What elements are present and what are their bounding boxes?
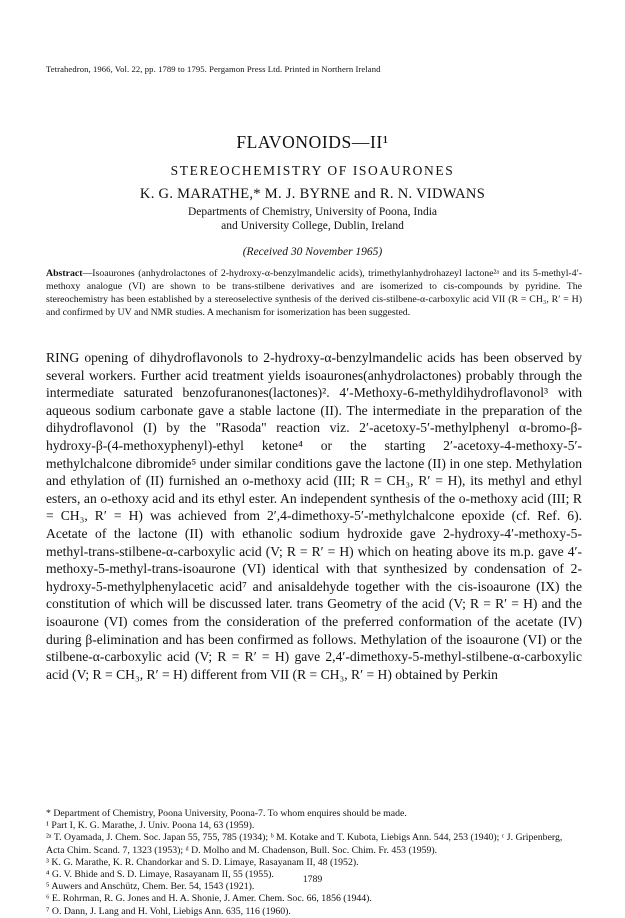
footnote: ⁵ Auwers and Anschütz, Chem. Ber. 54, 1543 (1921). <box>46 881 255 893</box>
body-paragraph: RING opening of dihydroflavonols to 2-hydroxy-α-benzylmandelic acids has been observed by several workers. Further acid treatment yields isoaurones(anhydrolactones) probably through the intermediate saturated benzofuranones(lactones)². 4′-Methoxy-6-methyldihydroflavonol³ with aqueous sodium carbonate gave a stable lactone (II). The intermediate in the preparation of the dihydroflavonol (I) by the "Rasoda" reaction viz. 2′-acetoxy-5′-methylphenyl α-bromo-β-hydroxy-β-(4-methoxyphenyl)-ethyl ketone⁴ or the starting 2′-acetoxy-4-methoxy-5′-methylchalcone dibromide⁵ under similar conditions gave the lactone (II) in one step. Methylation and ethylation of (II) furnished an o-methoxy acid (III; R = CH₃, R′ = H), its methyl and ethyl esters, an o-ethoxy acid and its ethyl ester. An independent synthesis of the o-methoxy acid (III; R = CH₃, R′ = H) was achieved from 2′,4-dimethoxy-5′-methylchalcone epoxide (cf. Ref. 6). Acetate of the lactone (II) with ethanolic sodium hydroxide gave 2-hydroxy-4′-methoxy-5-methyl-trans-stilbene-α-carboxylic acid (V; R = R′ = H) which on heating above its m.p. gave 4′-methoxy-5-methyl-trans-isoaurone (VI) identical with that synthesized by condensation of 2-hydroxy-5-methylphenylacetic acid⁷ and anisaldehyde together with the cis-isoaurone (IX) the constitution of which will be discussed later. trans Geometry of the acid (V; R = R′ = H) and the isoaurone (VI) comes from the consideration of the preferred conformation of the acetate (IV) during β-elimination and has been confirmed as follows. Methylation of the isoaurone (VI) or the stilbene-α-carboxylic acid (V; R = R′ = H) gave 2,4′-dimethoxy-5-methyl-stilbene-α-carboxylic acid (V; R = CH₃, R′ = H) different from VII (R = CH₃, R′ = H) obtained by Perkin <box>46 350 582 682</box>
body-text <box>46 349 582 683</box>
footnote: ²ᵃ T. Oyamada, J. Chem. Soc. Japan 55, 755, 785 (1934); ᵇ M. Kotake and T. Kubota, Liebigs Ann. 544, 253 (1940); ᶜ J. Gripenberg, Acta Chim. Scand. 7, 1323 (1953); ᵈ D. Molho and M. Chadenson, Bull. Soc. Chim. Fr. 453 (1959). <box>46 832 563 856</box>
affiliation-line: Departments of Chemistry, University of Poona, India <box>187 206 437 218</box>
affiliation <box>0 205 625 233</box>
article-title: FLAVONOIDS—II¹ <box>236 132 389 152</box>
affiliation-line: and University College, Dublin, Ireland <box>221 220 404 232</box>
page-number: 1789 <box>302 874 323 885</box>
footnote: ⁷ O. Dann, J. Lang and H. Vohl, Liebigs Ann. 635, 116 (1960). <box>46 905 291 917</box>
footnote: ⁴ G. V. Bhide and S. D. Limaye, Rasayanam II, 55 (1955). <box>46 869 274 881</box>
footnote: ⁶ E. Rohrman, R. G. Jones and H. A. Shonie, J. Amer. Chem. Soc. 66, 1856 (1944). <box>46 893 372 905</box>
abstract-label: Abstract <box>46 268 83 279</box>
abstract-text: —Isoaurones (anhydrolactones of 2-hydroxy-α-benzylmandelic acids), trimethylanhydrohazeyl lactone²ᵃ and its 5-methyl-4′-methoxy analogue (VI) are shown to be trans-stilbene derivatives and are isomerized to cis-compounds by pyridine. The stereochemistry has been established by a stereoselective synthesis of the derived cis-stilbene-α-carboxylic acid VII (R = CH₃, R′ = H) and confirmed by UV and NMR studies. A mechanism for isomerization has been suggested. <box>46 268 582 318</box>
author-list: K. G. MARATHE,* M. J. BYRNE and R. N. VIDWANS <box>139 186 486 202</box>
footnotes <box>46 808 582 918</box>
article-subtitle: STEREOCHEMISTRY OF ISOAURONES <box>170 163 455 178</box>
received-date: (Received 30 November 1965) <box>242 246 383 258</box>
footnote: ¹ Part I, K. G. Marathe, J. Univ. Poona 14, 63 (1959). <box>46 820 255 832</box>
footnote: ³ K. G. Marathe, K. R. Chandorkar and S. D. Limaye, Rasayanam II, 48 (1952). <box>46 856 359 868</box>
footnote: * Department of Chemistry, Poona University, Poona-7. To whom enquires should be made. <box>46 808 407 819</box>
journal-header: Tetrahedron, 1966, Vol. 22, pp. 1789 to 1795. Pergamon Press Ltd. Printed in Northern Ireland <box>46 64 381 74</box>
abstract <box>46 267 582 319</box>
